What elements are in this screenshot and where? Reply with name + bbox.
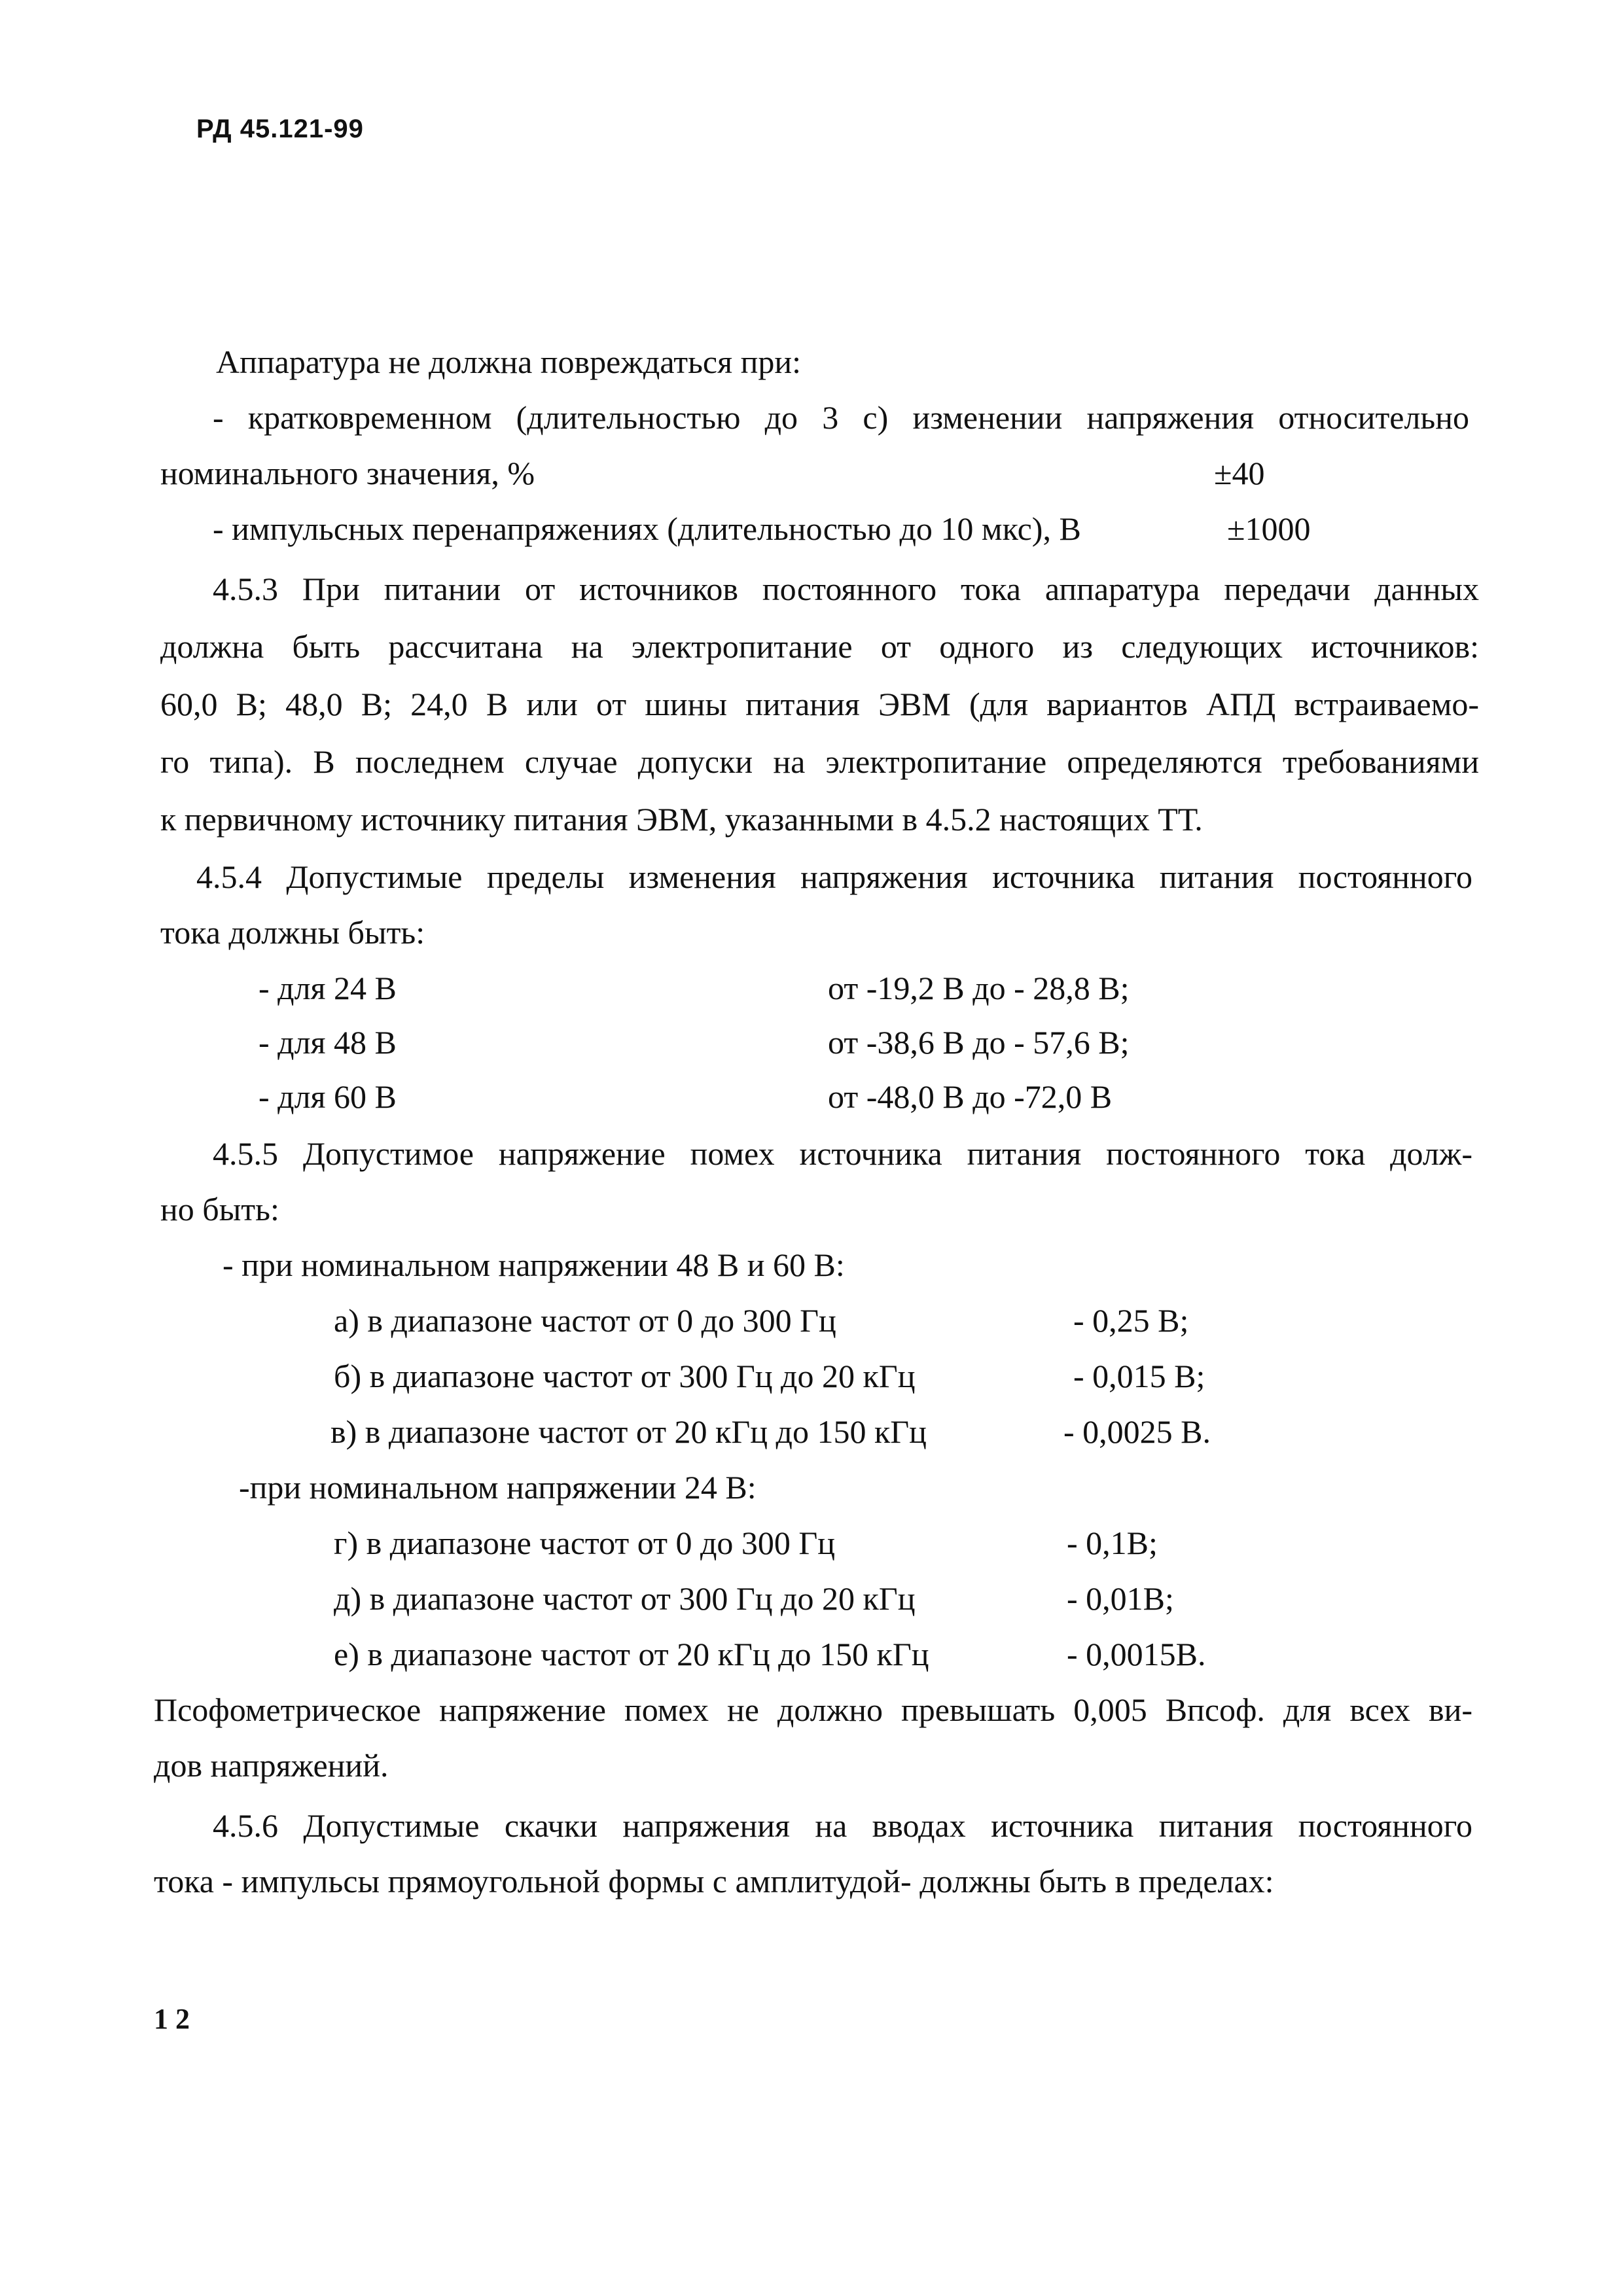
- s455-group-1-item-value: - 0,015 В;: [1073, 1358, 1205, 1394]
- s454-line-1: 4.5.4 Допустимые пределы изменения напряжения источника питания постоянного: [196, 858, 1472, 895]
- s455-group-1-item-value: - 0,0025 В.: [1063, 1413, 1211, 1450]
- s455-group-2-item-value: - 0,01В;: [1067, 1580, 1174, 1617]
- s455-line-2: но быть:: [160, 1191, 279, 1227]
- s453-line-3: 60,0 В; 48,0 В; 24,0 В или от шины питания ЭВМ (для вариантов АПД встраиваемо-: [160, 686, 1479, 722]
- s455-group-2-item-label: д) в диапазоне частот от 300 Гц до 20 кГц: [334, 1580, 916, 1617]
- s455-group-1-title: - при номинальном напряжении 48 В и 60 В:: [223, 1246, 845, 1283]
- s456-line-2: тока - импульсы прямоугольной формы с амплитудой- должны быть в пределах:: [154, 1863, 1274, 1899]
- s455-group-1-item-label: б) в диапазоне частот от 300 Гц до 20 кГц: [334, 1358, 916, 1394]
- s454-row-label: - для 48 В: [259, 1024, 397, 1061]
- s454-row-label: - для 24 В: [259, 970, 397, 1006]
- s455-group-2-item-label: г) в диапазоне частот от 0 до 300 Гц: [334, 1525, 836, 1561]
- intro-item-2-value: ±1000: [1227, 510, 1311, 547]
- s454-row-range: от -19,2 В до - 28,8 В;: [828, 970, 1130, 1006]
- intro-item-2: - импульсных перенапряжениях (длительностью до 10 мкс), В: [213, 510, 1081, 547]
- s455-line-1: 4.5.5 Допустимое напряжение помех источника питания постоянного тока долж-: [213, 1135, 1472, 1172]
- s455-group-1-item-value: - 0,25 В;: [1073, 1302, 1189, 1339]
- s455-group-2-item-value: - 0,1В;: [1067, 1525, 1158, 1561]
- s454-line-2: тока должны быть:: [160, 914, 425, 951]
- s454-row-range: от -48,0 В до -72,0 В: [828, 1078, 1113, 1115]
- s455-group-1-item-label: в) в диапазоне частот от 20 кГц до 150 кГц: [330, 1413, 927, 1450]
- intro-item-1-value: ±40: [1214, 455, 1265, 491]
- s454-row-label: - для 60 В: [259, 1078, 397, 1115]
- s453-line-5: к первичному источнику питания ЭВМ, указанными в 4.5.2 настоящих ТТ.: [160, 801, 1203, 838]
- intro-item-1: - кратковременном (длительностью до 3 с) изменении напряжения относительно: [213, 399, 1469, 436]
- s455-group-1-item-label: а) в диапазоне частот от 0 до 300 Гц: [334, 1302, 836, 1339]
- s453-line-4: го типа). В последнем случае допуски на электропитание определяются требованиями: [160, 743, 1479, 780]
- document-header: РД 45.121-99: [196, 115, 364, 143]
- s456-line-1: 4.5.6 Допустимые скачки напряжения на вводах источника питания постоянного: [213, 1807, 1472, 1844]
- s453-line-2: должна быть рассчитана на электропитание от одного из следующих источников:: [160, 628, 1479, 665]
- s454-row-range: от -38,6 В до - 57,6 В;: [828, 1024, 1130, 1061]
- s455-group-2-item-label: е) в диапазоне частот от 20 кГц до 150 кГц: [334, 1636, 929, 1672]
- intro-item-1-cont: номинального значения, %: [160, 455, 535, 491]
- psophometric-line-1: Псофометрическое напряжение помех не должно превышать 0,005 Впсоф. для всех ви-: [154, 1691, 1472, 1728]
- page-number: 1 2: [154, 2003, 190, 2035]
- intro-paragraph: Аппаратура не должна повреждаться при:: [216, 344, 801, 380]
- psophometric-line-2: дов напряжений.: [154, 1747, 389, 1784]
- s453-line-1: 4.5.3 При питании от источников постоянного тока аппаратура передачи данных: [213, 571, 1479, 607]
- s455-group-2-item-value: - 0,0015В.: [1067, 1636, 1206, 1672]
- s455-group-2-title: -при номинальном напряжении 24 В:: [239, 1469, 757, 1506]
